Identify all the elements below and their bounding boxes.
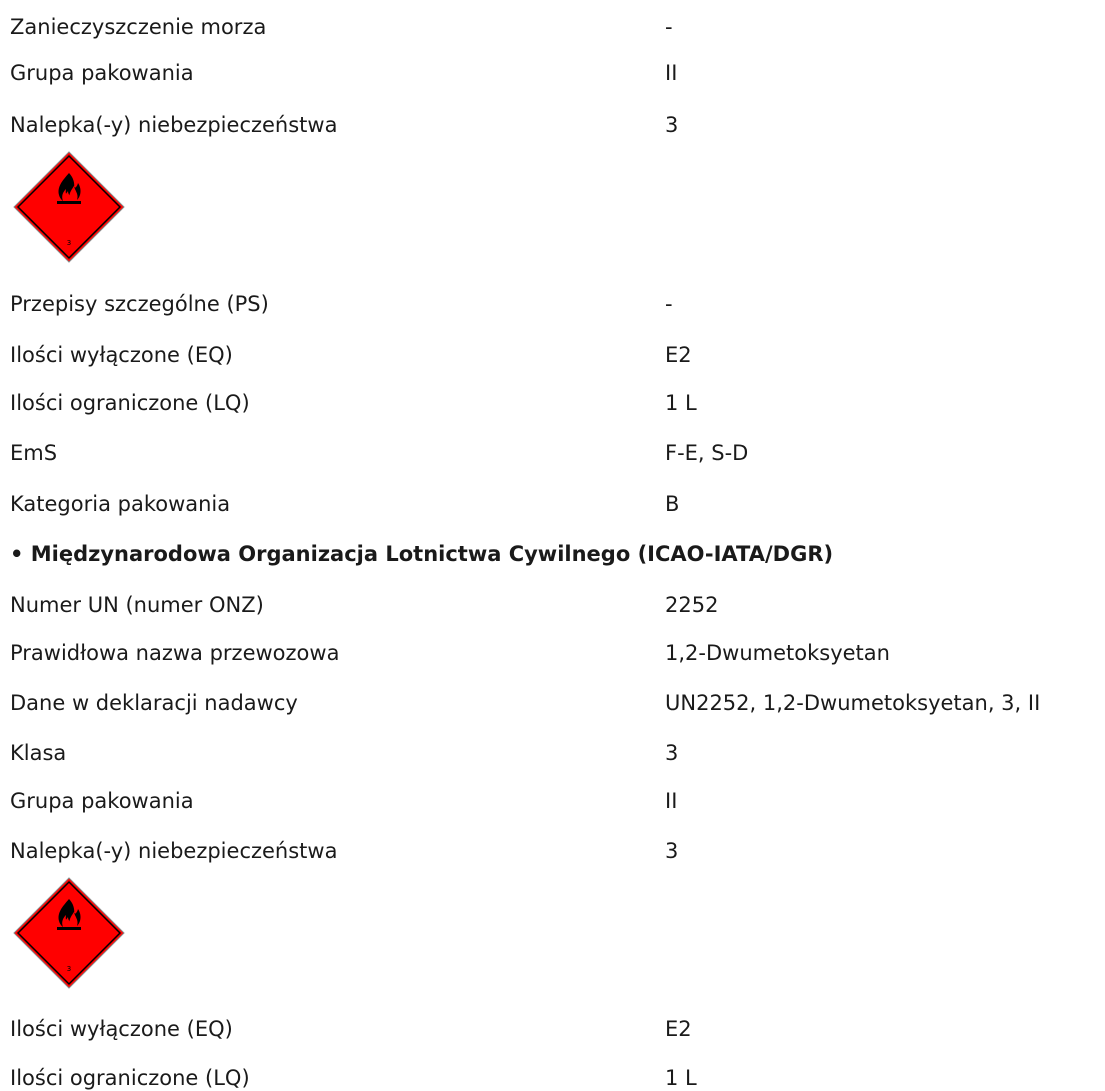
row-label-ems: EmS: [10, 441, 58, 465]
row-value-un-number: 2252: [665, 593, 719, 617]
row-value-proper-shipping-name: 1,2-Dwumetoksyetan: [665, 641, 890, 665]
row-value-packing-group: II: [665, 61, 678, 85]
row-value-excepted-quantities-2: E2: [665, 1017, 692, 1041]
row-value-hazard-labels: 3: [665, 113, 679, 137]
row-label-packing-group-2: Grupa pakowania: [10, 789, 194, 813]
row-value-class: 3: [665, 741, 679, 765]
row-label-hazard-labels-2: Nalepka(-y) niebezpieczeństwa: [10, 839, 338, 863]
row-value-shipper-declaration: UN2252, 1,2-Dwumetoksyetan, 3, II: [665, 691, 1041, 715]
row-value-marine-pollutant: -: [665, 15, 673, 39]
row-label-shipper-declaration: Dane w deklaracji nadawcy: [10, 691, 298, 715]
row-label-limited-quantities: Ilości ograniczone (LQ): [10, 391, 250, 415]
row-label-proper-shipping-name: Prawidłowa nazwa przewozowa: [10, 641, 340, 665]
row-label-excepted-quantities: Ilości wyłączone (EQ): [10, 343, 233, 367]
row-label-marine-pollutant: Zanieczyszczenie morza: [10, 15, 267, 39]
row-value-hazard-labels-2: 3: [665, 839, 679, 863]
row-value-stowage-category: B: [665, 492, 680, 516]
row-label-class: Klasa: [10, 741, 67, 765]
row-value-special-provisions: -: [665, 292, 673, 316]
flammable-liquid-class-3-icon: [13, 151, 125, 263]
section-heading-icao: • Międzynarodowa Organizacja Lotnictwa Cywilnego (ICAO-IATA/DGR): [10, 542, 834, 566]
row-label-un-number: Numer UN (numer ONZ): [10, 593, 264, 617]
hazard-class-number: 3: [66, 239, 72, 247]
flammable-liquid-class-3-icon: [13, 877, 125, 989]
hazard-class-number: 3: [66, 965, 72, 973]
row-label-excepted-quantities-2: Ilości wyłączone (EQ): [10, 1017, 233, 1041]
row-label-packing-group: Grupa pakowania: [10, 61, 194, 85]
row-label-special-provisions: Przepisy szczególne (PS): [10, 292, 269, 316]
row-label-hazard-labels: Nalepka(-y) niebezpieczeństwa: [10, 113, 338, 137]
row-label-limited-quantities-2: Ilości ograniczone (LQ): [10, 1066, 250, 1090]
row-value-limited-quantities: 1 L: [665, 391, 697, 415]
row-value-limited-quantities-2: 1 L: [665, 1066, 697, 1090]
row-label-stowage-category: Kategoria pakowania: [10, 492, 231, 516]
row-value-excepted-quantities: E2: [665, 343, 692, 367]
row-value-ems: F-E, S-D: [665, 441, 749, 465]
row-value-packing-group-2: II: [665, 789, 678, 813]
